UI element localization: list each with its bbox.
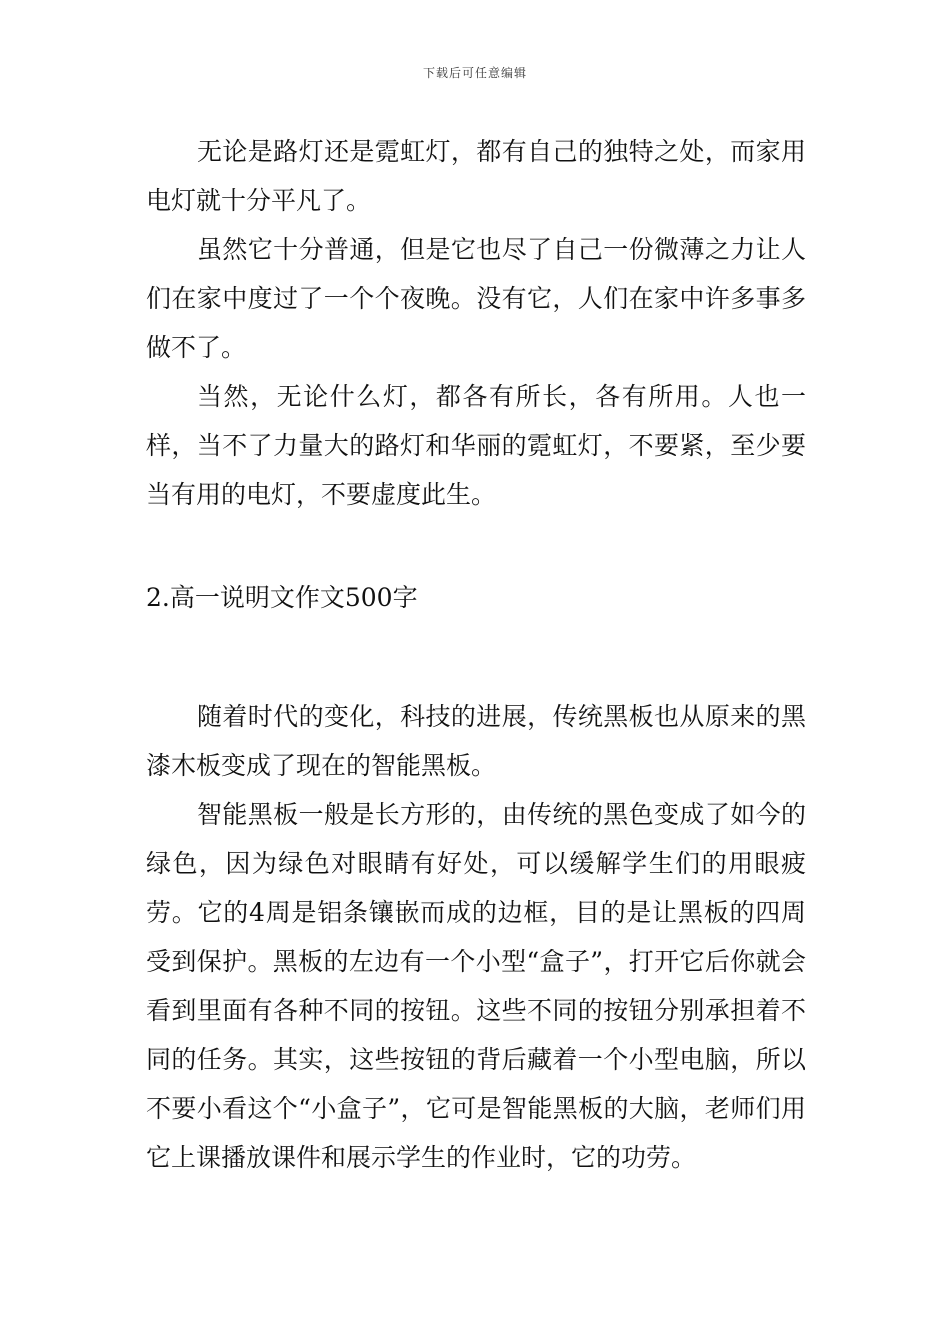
paragraph-blackboard-2: 智能黑板一般是长方形的，由传统的黑色变成了如今的绿色，因为绿色对眼睛有好处，可以缓解学生们的用眼疲劳。它的4周是铝条镶嵌而成的边框，目的是让黑板的四周受到保护。黑板的左边有一个小型“盒子”，打开它后你就会看到里面有各种不同的按钮。这些不同的按钮分别承担着不同的任务。其实，这些按钮的背后藏着一个小型电脑，所以不要小看这个“小盒子”，它可是智能黑板的大脑，老师们用它上课播放课件和展示学生的作业时，它的功劳。 bbox=[146, 800, 806, 1172]
document-body bbox=[146, 127, 806, 1182]
paragraph-lamp-3: 当然，无论什么灯，都各有所长，各有所用。人也一样，当不了力量大的路灯和华丽的霓虹灯，不要紧，至少要当有用的电灯，不要虚度此生。 bbox=[146, 382, 806, 509]
paragraph-lamp-1: 无论是路灯还是霓虹灯，都有自己的独特之处，而家用电灯就十分平凡了。 bbox=[146, 137, 806, 215]
section-heading: 2.高一说明文作文500字 bbox=[146, 583, 418, 612]
page-header: 下载后可任意编辑 bbox=[422, 66, 527, 80]
paragraph-blackboard-1: 随着时代的变化，科技的进展，传统黑板也从原来的黑漆木板变成了现在的智能黑板。 bbox=[146, 702, 806, 780]
section-spacer bbox=[146, 622, 806, 692]
paragraph-lamp-2: 虽然它十分普通，但是它也尽了自己一份微薄之力让人们在家中度过了一个个夜晚。没有它，人们在家中许多事多做不了。 bbox=[146, 235, 806, 362]
